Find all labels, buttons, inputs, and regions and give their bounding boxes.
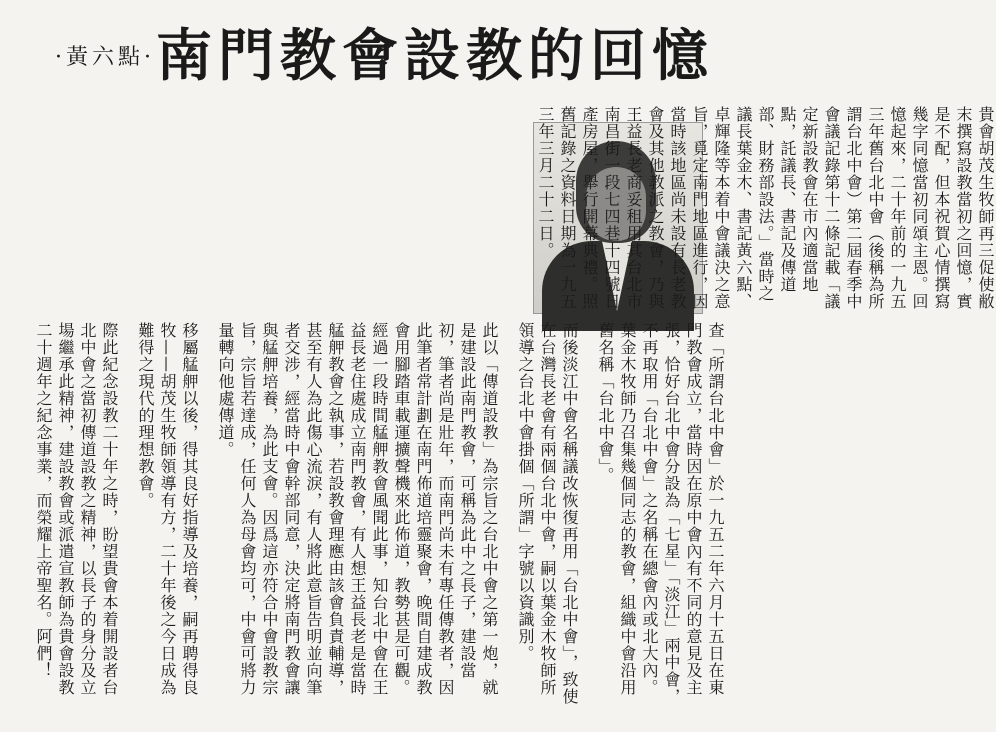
paragraph-5: 移屬艋舺以後，得其良好指導及培養，嗣再聘得良牧——胡茂生牧師領導有方，二十年後之今日成為難得之現代的理想教會。: [136, 322, 199, 696]
paragraph-3: 而後淡江中會名稱議改恢復再用「台北中會」，致使在台灣長老會有兩個台北中會，嗣以葉金木牧師所領導之台北中會掛個「所謂」字號以資識別。: [516, 322, 579, 705]
paragraph-2: 查「所謂台北中會」於一九五二年六月十五日在東門教會成立，當時因在原中會內有不同的意見及主張，恰好台北中會分設為「七星」「淡江」兩中會，不再取用「台北中會」之名稱在總會內或北大內。葉金木牧師乃召集幾個同志的教會，組織中會沿用舊名稱「台北中會」。: [596, 322, 725, 705]
article-title: 南門教會設教的回憶: [156, 23, 714, 89]
paragraph-6: 際此紀念設教二十年之時，盼望貴會本着開設者台北中會之當初傳道設教之精神，以長子的身分及立場繼承此精神，建設教會或派遣宣教師為貴會設教二十週年之紀念事業，而榮耀上帝聖名。阿們！: [34, 322, 119, 696]
article-body-lower: [26, 322, 726, 706]
paragraph-1: 貴會胡茂生牧師再三促使敝末撰寫設教當初之回憶，實是不配，但本祝賀心情撰寫幾字同憶當初同頌主恩。回憶起來，二十年前的一九五三年舊台北中會（後稱為所謂台北中會）第二屆春季中會議記錄第十二條記載「議定新設教會在市內適當地點，託議長、書記及傳道部、財務部設法。」當時之議長葉金木、書記黃六點、卓輝隆等本着中會議決之意旨，覓定南門地區進行，因當時該地區尚未設有長老教會及其他教派之教會，乃與王益長老商妥租用其台北市南昌街一段七四巷十四號日產房屋，舉行開幕典禮。照舊記錄之資料日期為一九五三年三月二十二日。: [536, 106, 995, 310]
paragraph-4: 此以「傳道設教」為宗旨之台北中會之第一炮，就是建設此南門教會，可稱為此中之長子，建設當初，筆者尚是壯年，而南門尚未有專任傳教者，因此筆者常計劃在南門佈道培靈聚會，晚間自建成教會用腳踏車載運擴聲機來此佈道，教勢甚是可觀。經過一段時間艋舺教會風聞此事，知台北中會在王益長老住處成立南門教會，有人想王益長老是當時艋舺教會之執事，若設教會理應由該會負責輔導，甚至有人為此傷心流淚，有人將此意旨告明並向筆者交涉，經當時中會幹部同意，決定將南門教會讓與艋舺培養，為此支會。因爲這亦符合中會設教宗旨，宗旨若達成，任何人為母會均可，中會可將力量轉向他處傳道。: [216, 322, 499, 696]
author-byline: ·黃六點·: [55, 45, 155, 70]
